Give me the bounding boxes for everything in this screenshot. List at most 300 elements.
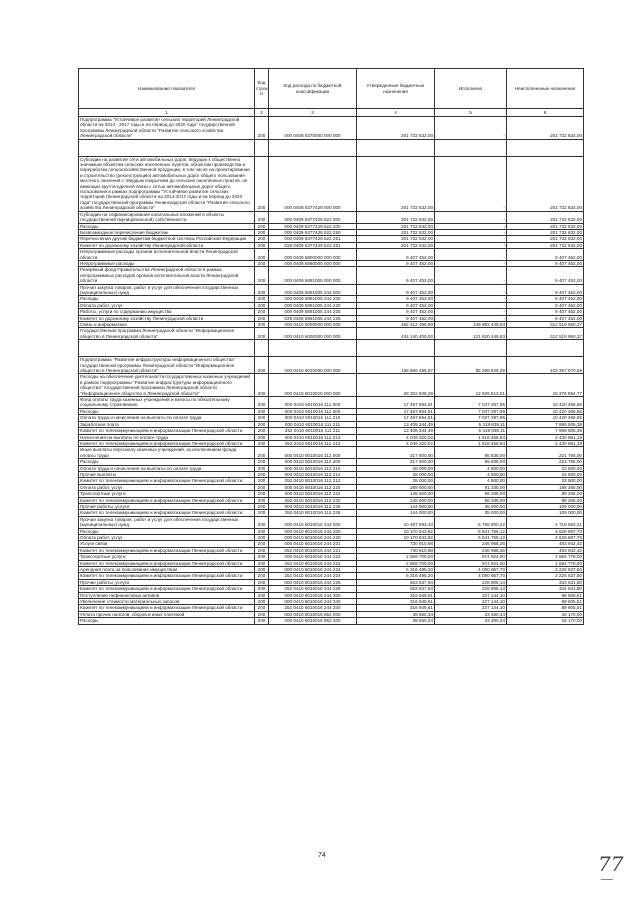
row-csr: 252 0410 6010016 112 212: [269, 478, 357, 484]
row-csr: 000 0410 6010016 112 210: [269, 465, 357, 471]
row-unexecuted: 7 989 505,38: [507, 421, 584, 427]
row-csr: 000 0410 6010016 111 211: [269, 421, 357, 427]
row-approved: 145 600,00: [357, 497, 435, 503]
row-unexecuted: 334 631,80: [507, 586, 584, 592]
row-name: Прочие работы, услуги: [79, 579, 255, 585]
row-executed: 1 618 458,84: [435, 440, 507, 446]
row-csr: 000 0410 6010016 244 000: [269, 516, 357, 528]
row-approved: 9 407 452,00: [357, 267, 435, 284]
row-name: Транспортные услуги: [79, 554, 255, 560]
row-approved: 39 650,34: [357, 618, 435, 624]
row-executed: 23 480,34: [435, 618, 507, 624]
row-approved: 9 407 452,00: [357, 309, 435, 315]
row-executed: 7 037 297,95: [435, 397, 507, 409]
row-name: Прочая закупка товаров, работ и услуг для обеспечения государственных (муниципальных) нужд: [79, 516, 255, 528]
table-row: [79, 249, 584, 261]
row-code: 200: [255, 535, 269, 541]
row-unexecuted: 23 500,00: [507, 478, 584, 484]
row-unexecuted: 9 407 452,00: [507, 260, 584, 266]
row-csr: 000 0410 6010016 244 220: [269, 535, 357, 541]
row-csr: 252 0410 6010016 111 213: [269, 440, 357, 446]
row-csr: 029 0409 6891005 244 225: [269, 315, 357, 321]
row-executed: 35 000,00: [435, 503, 507, 509]
row-code: 200: [255, 573, 269, 579]
row-executed: 228 906,14: [435, 586, 507, 592]
row-unexecuted: 2 225 537,50: [507, 573, 584, 579]
row-unexecuted: 483 942,42: [507, 547, 584, 553]
column-number: 1: [79, 109, 255, 117]
row-name: Поступление нефинансовых активов: [79, 592, 255, 598]
row-code: 200: [255, 560, 269, 566]
row-csr: 000 0409 6891005 000 000: [269, 267, 357, 284]
row-executed: 4 090 957,70: [435, 567, 507, 573]
table-row: [79, 328, 584, 340]
row-unexecuted: 10 420 366,56: [507, 408, 584, 414]
row-name: Заработная плата: [79, 421, 255, 427]
row-unexecuted: 201 732 632,00: [507, 156, 584, 211]
row-approved: 563 537,94: [357, 579, 435, 585]
row-approved: 156 656 499,97: [357, 357, 435, 374]
row-unexecuted: 89 265,00: [507, 497, 584, 503]
row-csr: 000 0409 6891005 244 220: [269, 302, 357, 308]
row-name: Государственная программа Ленинградской области "Информационное общество в Ленинградской области": [79, 328, 255, 340]
row-csr: 252 0410 6010016 244 221: [269, 547, 357, 553]
row-name: Транспортные услуги: [79, 491, 255, 497]
row-name: Связь и информатика: [79, 322, 255, 328]
row-approved: 6 316 495,20: [357, 573, 435, 579]
row-code: 200: [255, 357, 269, 374]
row-executed: -: [435, 284, 507, 296]
spacer-cell: [269, 340, 357, 357]
row-name: Резервный фонд Правительства Ленинградской области в рамках непрограммных расходов органов исполнительной власти Ленинградской области: [79, 267, 255, 284]
row-executed: -: [435, 117, 507, 140]
row-name: Расходы: [79, 618, 255, 624]
row-code: 200: [255, 223, 269, 229]
row-executed: 5 418 839,11: [435, 421, 507, 427]
row-approved: 462 412 499,80: [357, 322, 435, 328]
row-name: Комитет по телекоммуникациям и информатизации Ленинградской области: [79, 573, 255, 579]
corner-mark: [601, 879, 613, 880]
row-executed: -: [435, 302, 507, 308]
header-executed: Исполнено: [435, 69, 507, 109]
row-unexecuted: 1 584 776,00: [507, 554, 584, 560]
spacer-cell: [507, 340, 584, 357]
row-csr: 000 0410 6010016 112 212: [269, 471, 357, 477]
row-name: Прочая закупка товаров, работ и услуг для обеспечения государственных (муниципальных) нужд: [79, 284, 255, 296]
row-unexecuted: 9 407 452,00: [507, 267, 584, 284]
row-name: Расходы: [79, 459, 255, 465]
row-csr: 000 0410 6010016 112 220: [269, 484, 357, 490]
spacer-row: [79, 340, 584, 357]
row-executed: 95 835,00: [435, 459, 507, 465]
row-csr: 000 0410 6010016 111 200: [269, 408, 357, 414]
row-name: Оплата труда и начисления на выплаты по оплате труда: [79, 465, 255, 471]
header-name: Наименование показателя: [79, 69, 255, 109]
row-csr: 252 0410 6010016 244 222: [269, 560, 357, 566]
row-unexecuted: 89 805,51: [507, 592, 584, 598]
spacer-cell: [435, 139, 507, 156]
row-csr: 000 0410 6010016 852 000: [269, 611, 357, 617]
row-unexecuted: 7 989 505,38: [507, 428, 584, 434]
column-number: 3: [269, 109, 357, 117]
row-approved: 201 732 632,00: [357, 242, 435, 248]
row-name: Увеличение стоимости материальных запасов: [79, 599, 255, 605]
header-row: [79, 69, 584, 109]
row-approved: 9 407 452,00: [357, 315, 435, 321]
row-csr: 000 0410 6010016 244 340: [269, 599, 357, 605]
row-executed: -: [435, 223, 507, 229]
table-row: [79, 447, 584, 459]
row-code: 200: [255, 296, 269, 302]
row-approved: 28 000,00: [357, 478, 435, 484]
row-name: Арендная плата за пользование имуществом: [79, 567, 255, 573]
row-executed: 4 500,00: [435, 471, 507, 477]
row-executed: 4 500,00: [435, 478, 507, 484]
row-approved: 6 316 495,20: [357, 567, 435, 573]
row-unexecuted: 1 584 776,00: [507, 560, 584, 566]
row-approved: 9 407 452,00: [357, 260, 435, 266]
row-code: 200: [255, 592, 269, 598]
row-unexecuted: 201 732 632,00: [507, 242, 584, 248]
row-name: Субсидии на софинансирование капитальных вложений в объекты государственной (муниципальной) собственности: [79, 211, 255, 223]
row-csr: 000 0410 6010000 000 000: [269, 357, 357, 374]
spacer-cell: [435, 340, 507, 357]
row-code: 200: [255, 528, 269, 534]
row-csr: 000 0410 6010016 244 300: [269, 592, 357, 598]
row-name: Оплата работ, услуг: [79, 302, 255, 308]
row-unexecuted: 2 430 861,18: [507, 440, 584, 446]
row-code: 200: [255, 284, 269, 296]
row-executed: -: [435, 156, 507, 211]
table-row: [79, 374, 584, 397]
handwritten-page-number: 77: [598, 852, 624, 876]
row-executed: 95 835,00: [435, 447, 507, 459]
row-executed: -: [435, 267, 507, 284]
table-row: [79, 618, 584, 624]
header-unexecuted: Неисполненные назначения: [507, 69, 584, 109]
row-executed: -: [435, 309, 507, 315]
row-code: 200: [255, 229, 269, 235]
row-csr: 029 0409 6377429 522 251: [269, 242, 357, 248]
row-approved: 28 000,00: [357, 471, 435, 477]
row-csr: 000 0409 6377429 522 251: [269, 236, 357, 242]
row-unexecuted: 23 500,00: [507, 471, 584, 477]
row-executed: 5 418 839,11: [435, 428, 507, 434]
row-approved: 317 600,00: [357, 459, 435, 465]
row-code: 200: [255, 408, 269, 414]
row-unexecuted: 9 407 452,00: [507, 315, 584, 321]
row-code: 200: [255, 328, 269, 340]
row-csr: 000 0410 6010016 852 200: [269, 618, 357, 624]
row-code: 200: [255, 579, 269, 585]
row-name: Непрограммные расходы органов исполнительной власти Ленинградской области: [79, 249, 255, 261]
row-executed: 7 037 297,95: [435, 415, 507, 421]
row-unexecuted: 201 732 632,00: [507, 229, 584, 235]
row-name: Расходы: [79, 528, 255, 534]
row-approved: 145 600,00: [357, 491, 435, 497]
row-executed: 5 541 756,12: [435, 535, 507, 541]
row-unexecuted: 16 170,00: [507, 611, 584, 617]
spacer-cell: [79, 340, 255, 357]
row-unexecuted: 9 407 452,00: [507, 249, 584, 261]
row-executed: 7 037 297,95: [435, 408, 507, 414]
row-code: 200: [255, 516, 269, 528]
row-unexecuted: 221 765,00: [507, 459, 584, 465]
row-approved: 201 732 632,00: [357, 211, 435, 223]
row-unexecuted: 2 225 537,50: [507, 567, 584, 573]
row-name: Комитет по телекоммуникациям и информатизации Ленинградской области: [79, 428, 255, 434]
row-name: Расходы: [79, 223, 255, 229]
row-executed: 23 480,34: [435, 611, 507, 617]
report-sheet: [78, 68, 583, 625]
spacer-cell: [255, 340, 269, 357]
row-name: Комитет по телекоммуникациям и информатизации Ленинградской области: [79, 605, 255, 611]
row-unexecuted: 201 732 632,00: [507, 117, 584, 140]
column-number: 4: [357, 109, 435, 117]
row-csr: 252 0410 6010016 112 222: [269, 497, 357, 503]
row-executed: 974 924,00: [435, 560, 507, 566]
row-code: 200: [255, 478, 269, 484]
row-code: 200: [255, 541, 269, 547]
row-csr: 252 0410 6010016 111 211: [269, 428, 357, 434]
row-executed: 56 335,00: [435, 497, 507, 503]
expenditure-table: [78, 68, 584, 625]
row-approved: 434 140 400,00: [357, 328, 435, 340]
row-approved: 563 537,94: [357, 586, 435, 592]
row-csr: 000 0410 0000000 000 000: [269, 322, 357, 328]
row-approved: 10 170 643,82: [357, 535, 435, 541]
row-unexecuted: 10 420 366,56: [507, 397, 584, 409]
row-approved: 4 049 320,02: [357, 440, 435, 446]
row-executed: 5 541 756,12: [435, 528, 507, 534]
row-executed: -: [435, 229, 507, 235]
row-unexecuted: 201 732 632,00: [507, 236, 584, 242]
row-csr: 000 0409 6891005 244 225: [269, 309, 357, 315]
row-code: 200: [255, 374, 269, 397]
row-executed: 149 892 449,63: [435, 322, 507, 328]
row-approved: 316 949,61: [357, 599, 435, 605]
row-unexecuted: 312 519 950,37: [507, 328, 584, 340]
column-number: 5: [435, 109, 507, 117]
row-code: 200: [255, 428, 269, 434]
row-executed: 35 000,00: [435, 510, 507, 516]
row-approved: 17 457 664,51: [357, 408, 435, 414]
row-name: Иные выплаты персоналу казенных учреждений, за исключением фонда оплаты труда: [79, 447, 255, 459]
row-executed: 121 620 449,63: [435, 328, 507, 340]
row-executed: -: [435, 242, 507, 248]
row-csr: 000 0409 6891005 244 000: [269, 284, 357, 296]
row-executed: -: [435, 315, 507, 321]
row-code: 200: [255, 415, 269, 421]
row-unexecuted: 10 420 366,56: [507, 415, 584, 421]
row-csr: 000 0410 6000000 000 000: [269, 328, 357, 340]
row-executed: 246 968,26: [435, 541, 507, 547]
row-code: 200: [255, 156, 269, 211]
row-code: 200: [255, 260, 269, 266]
row-code: 200: [255, 605, 269, 611]
row-code: 200: [255, 302, 269, 308]
spacer-cell: [255, 139, 269, 156]
row-executed: 228 906,14: [435, 579, 507, 585]
row-name: Подпрограмма "Устойчивое развитие сельских территорий Ленинградской области на 2014 - 2017 годы и на период до 2020 года" государственной программы Ленинградской области "Развитие сельского хозяйства Ленинградской области": [79, 117, 255, 140]
row-approved: 9 407 452,00: [357, 302, 435, 308]
row-code: 200: [255, 618, 269, 624]
row-executed: 974 924,00: [435, 554, 507, 560]
row-name: Комитет по телекоммуникациям и информатизации Ленинградской области: [79, 560, 255, 566]
table-row: [79, 516, 584, 528]
row-name: Работы, услуги по содержанию имущества: [79, 309, 255, 315]
row-code: 200: [255, 491, 269, 497]
row-unexecuted: 9 407 452,00: [507, 296, 584, 302]
row-executed: 5 768 900,22: [435, 516, 507, 528]
row-executed: 246 968,26: [435, 547, 507, 553]
row-approved: 144 000,00: [357, 503, 435, 509]
spacer-cell: [357, 139, 435, 156]
row-approved: 201 732 632,00: [357, 156, 435, 211]
row-name: Комитет по телекоммуникациям и информатизации Ленинградской области: [79, 586, 255, 592]
row-name: Уплата прочих налогов, сборов и иных платежей: [79, 611, 255, 617]
row-name: Оплата труда и начисления на выплаты по оплате труда: [79, 415, 255, 421]
row-unexecuted: 109 000,00: [507, 503, 584, 509]
row-csr: 000 0409 6800000 000 000: [269, 249, 357, 261]
row-csr: 252 0410 6010016 244 226: [269, 586, 357, 592]
row-unexecuted: 89 265,00: [507, 491, 584, 497]
row-unexecuted: 334 631,80: [507, 579, 584, 585]
row-code: 200: [255, 586, 269, 592]
row-executed: 4 090 957,70: [435, 573, 507, 579]
row-csr: 000 0409 6891005 244 200: [269, 296, 357, 302]
row-code: 200: [255, 309, 269, 315]
row-csr: 000 0410 6010016 111 210: [269, 415, 357, 421]
row-csr: 000 0409 6377429 000 000: [269, 156, 357, 211]
row-unexecuted: 4 628 887,70: [507, 535, 584, 541]
spacer-cell: [269, 139, 357, 156]
row-name: Начисления на выплаты по оплате труда: [79, 434, 255, 440]
row-approved: 730 910,68: [357, 541, 435, 547]
row-approved: 28 000,00: [357, 465, 435, 471]
row-csr: 252 0410 6010016 244 224: [269, 573, 357, 579]
row-unexecuted: 89 805,51: [507, 605, 584, 611]
row-name: Комитет по дорожному хозяйству Ленинградской области: [79, 315, 255, 321]
row-name: Комитет по телекоммуникациям и информатизации Ленинградской области: [79, 510, 255, 516]
spacer-cell: [79, 139, 255, 156]
row-approved: 13 408 344,49: [357, 421, 435, 427]
row-code: 200: [255, 567, 269, 573]
row-approved: 28 302 508,28: [357, 374, 435, 397]
row-code: 200: [255, 236, 269, 242]
row-name: Оплата работ, услуг: [79, 535, 255, 541]
row-approved: 10 170 643,82: [357, 528, 435, 534]
row-unexecuted: 221 765,00: [507, 447, 584, 459]
row-executed: -: [435, 249, 507, 261]
row-csr: 000 0410 6010016 244 224: [269, 567, 357, 573]
row-name: Подпрограмма "Развитие инфраструктуры информационного общества" государственной программы Ленинградской области "Информационное общество в Ленинградской области": [79, 357, 255, 374]
row-code: 200: [255, 322, 269, 328]
row-unexecuted: 103 357 670,68: [507, 357, 584, 374]
row-executed: 4 500,00: [435, 465, 507, 471]
row-approved: 9 407 452,00: [357, 296, 435, 302]
row-name: Прочие выплаты: [79, 471, 255, 477]
row-code: 200: [255, 510, 269, 516]
table-row: [79, 284, 584, 296]
row-executed: 227 144,10: [435, 605, 507, 611]
row-approved: 10 487 593,43: [357, 516, 435, 528]
row-code: 200: [255, 471, 269, 477]
row-executed: 12 925 513,51: [435, 374, 507, 397]
row-code: 200: [255, 249, 269, 261]
row-code: 200: [255, 242, 269, 248]
row-executed: -: [435, 211, 507, 223]
row-csr: 000 0409 6890000 000 000: [269, 260, 357, 266]
row-code: 200: [255, 554, 269, 560]
row-name: Комитет по дорожному хозяйству Ленинградской области: [79, 242, 255, 248]
row-code: 200: [255, 267, 269, 284]
row-code: 200: [255, 434, 269, 440]
row-executed: -: [435, 236, 507, 242]
header-approved: Утвержденные бюджетные назначения: [357, 69, 435, 109]
row-code: 200: [255, 599, 269, 605]
row-name: Субсидии на развитие сети автомобильных дорог, ведущих к общественно значимым объектам сельских населенных пунктов, объектам производства и переработки сельскохозяйственной продукции, в том числе на проектирование и строительство (реконструкцию) автомобильных дорог общего пользования местного значения с твердым покрытием до сельских населенных пунктов, не имеющих круглогодичной связи с сетью автомобильных дорог общего пользования в рамках подпрограммы "Устойчивое развитие сельских территорий Ленинградской области на 2014-2017 годы и на период до 2020 года" государственной программы Ленинградской области "Развитие сельского хозяйства Ленинградской области": [79, 156, 255, 211]
row-csr: 000 0410 6010016 244 200: [269, 528, 357, 534]
row-code: 200: [255, 611, 269, 617]
column-number: 6: [507, 109, 584, 117]
row-csr: 252 0410 6010016 112 226: [269, 510, 357, 516]
column-number-row: [79, 109, 584, 117]
row-csr: 000 0410 6010016 244 221: [269, 541, 357, 547]
row-approved: 289 600,00: [357, 484, 435, 490]
row-csr: 000 0410 6010016 244 226: [269, 579, 357, 585]
table-row: [79, 211, 584, 223]
row-approved: 201 732 632,00: [357, 117, 435, 140]
row-approved: 316 949,61: [357, 592, 435, 598]
row-name: Прочие работы, услуги: [79, 503, 255, 509]
table-row: [79, 357, 584, 374]
spacer-cell: [507, 139, 584, 156]
row-code: 200: [255, 459, 269, 465]
row-unexecuted: 201 732 632,00: [507, 223, 584, 229]
row-csr: 000 0410 6010016 111 213: [269, 434, 357, 440]
row-unexecuted: 9 407 452,00: [507, 302, 584, 308]
row-approved: 317 600,00: [357, 447, 435, 459]
row-name: Расходы на обеспечение деятельности государственных казенных учреждений в рамках подпрограммы "Развитие инфраструктуры информационного общества" государственной программы Ленинградской области "Информационное общество в Ленинградской области": [79, 374, 255, 397]
header-code: Код строк и: [255, 69, 269, 109]
row-approved: 201 732 632,00: [357, 223, 435, 229]
row-executed: 55 298 829,29: [435, 357, 507, 374]
row-unexecuted: 9 407 452,00: [507, 309, 584, 315]
row-csr: 000 0410 6010016 112 000: [269, 447, 357, 459]
row-unexecuted: 89 805,51: [507, 599, 584, 605]
column-number: 2: [255, 109, 269, 117]
row-code: 200: [255, 397, 269, 409]
row-approved: 2 559 700,00: [357, 560, 435, 566]
row-executed: 91 335,00: [435, 484, 507, 490]
row-csr: 000 0410 6010016 244 222: [269, 554, 357, 560]
row-name: Безвозмездные перечисления бюджетам: [79, 229, 255, 235]
spacer-row: [79, 139, 584, 156]
row-approved: 730 910,68: [357, 547, 435, 553]
row-code: 200: [255, 117, 269, 140]
row-approved: 2 559 700,00: [357, 554, 435, 560]
row-csr: 000 0410 6010016 000 000: [269, 374, 357, 397]
row-unexecuted: 15 376 994,77: [507, 374, 584, 397]
row-code: 200: [255, 484, 269, 490]
row-approved: 39 650,34: [357, 611, 435, 617]
row-approved: 201 732 632,00: [357, 236, 435, 242]
row-code: 200: [255, 440, 269, 446]
row-name: Услуги связи: [79, 541, 255, 547]
row-unexecuted: 198 265,00: [507, 484, 584, 490]
row-executed: 227 144,10: [435, 599, 507, 605]
